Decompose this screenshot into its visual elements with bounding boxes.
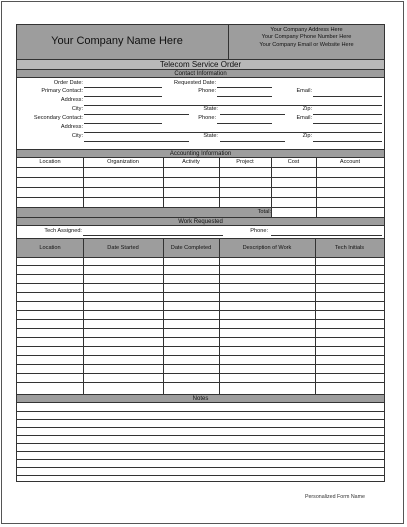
primary-city-field[interactable] bbox=[84, 114, 189, 115]
work-col-line bbox=[315, 238, 316, 394]
primary-contact-field[interactable] bbox=[84, 96, 162, 97]
work-table-header bbox=[17, 238, 384, 258]
notes-line bbox=[17, 411, 384, 412]
form-title: Telecom Service Order bbox=[17, 59, 384, 70]
work-col-date-completed: Date Completed bbox=[170, 245, 212, 251]
work-col-tech-initials: Tech Initials bbox=[334, 245, 365, 251]
secondary-phone-field[interactable] bbox=[217, 123, 272, 124]
primary-zip-field[interactable] bbox=[313, 114, 382, 115]
accounting-col-location: Location bbox=[39, 159, 61, 165]
tech-phone-label: Phone: bbox=[250, 228, 268, 234]
tech-assigned-field[interactable] bbox=[83, 235, 223, 236]
work-col-line bbox=[163, 238, 164, 394]
secondary-city-field[interactable] bbox=[84, 141, 189, 142]
tech-phone-field[interactable] bbox=[271, 235, 382, 236]
accounting-col-activity: Activity bbox=[182, 159, 200, 165]
accounting-row-line bbox=[17, 187, 384, 188]
notes-line bbox=[17, 451, 384, 452]
primary-zip-label: Zip: bbox=[302, 106, 312, 112]
secondary-contact-label: Secondary Contact: bbox=[33, 115, 83, 121]
work-row-line bbox=[17, 283, 384, 284]
form-page bbox=[1, 1, 404, 524]
work-row-line bbox=[17, 355, 384, 356]
primary-contact-label: Primary Contact: bbox=[41, 88, 83, 94]
company-name: Your Company Name Here bbox=[51, 35, 183, 47]
accounting-section-title: Accounting Information bbox=[17, 149, 384, 158]
secondary-zip-field[interactable] bbox=[313, 141, 382, 142]
secondary-phone-label: Phone: bbox=[198, 115, 216, 121]
company-phone: Your Company Phone Number Here bbox=[261, 34, 352, 41]
order-date-field[interactable] bbox=[84, 87, 162, 88]
company-address: Your Company Address Here bbox=[270, 27, 343, 33]
notes-line bbox=[17, 435, 384, 436]
total-row-shade bbox=[17, 208, 271, 217]
work-row-line bbox=[17, 310, 384, 311]
work-row-line bbox=[17, 265, 384, 266]
notes-section-title: Notes bbox=[17, 394, 384, 403]
work-col-line bbox=[83, 238, 84, 394]
primary-address-label: Address: bbox=[60, 97, 83, 103]
work-row-line bbox=[17, 382, 384, 383]
primary-state-field[interactable] bbox=[220, 114, 285, 115]
service-order-form bbox=[16, 24, 385, 482]
primary-phone-label: Phone: bbox=[198, 88, 216, 94]
primary-phone-field[interactable] bbox=[217, 96, 272, 97]
secondary-address-field[interactable] bbox=[84, 132, 382, 133]
total-label: Total: bbox=[257, 209, 271, 215]
work-row-line bbox=[17, 274, 384, 275]
work-row-line bbox=[17, 319, 384, 320]
primary-email-field[interactable] bbox=[313, 96, 382, 97]
primary-address-field[interactable] bbox=[84, 105, 382, 106]
company-info bbox=[229, 27, 384, 49]
accounting-row-line bbox=[17, 167, 384, 168]
work-row-line bbox=[17, 373, 384, 374]
accounting-col-line bbox=[83, 158, 84, 207]
accounting-col-cost: Cost bbox=[287, 159, 300, 165]
secondary-state-label: State: bbox=[203, 133, 218, 139]
order-date-label: Order Date: bbox=[53, 80, 83, 86]
accounting-col-organization: Organization bbox=[107, 159, 139, 165]
work-row-line bbox=[17, 346, 384, 347]
work-row-line bbox=[17, 301, 384, 302]
secondary-address-label: Address: bbox=[60, 124, 83, 130]
company-header bbox=[17, 25, 384, 60]
primary-state-label: State: bbox=[203, 106, 218, 112]
notes-line bbox=[17, 427, 384, 428]
work-row-line bbox=[17, 337, 384, 338]
requested-date-field[interactable] bbox=[217, 87, 272, 88]
total-cost-field[interactable] bbox=[272, 208, 316, 217]
work-col-line bbox=[219, 238, 220, 394]
requested-date-label: Requested Date: bbox=[174, 80, 216, 86]
work-col-location: Location bbox=[39, 245, 61, 251]
notes-line bbox=[17, 419, 384, 420]
accounting-col-project: Project bbox=[236, 159, 254, 165]
primary-email-label: Email: bbox=[296, 88, 312, 94]
form-footer: Personalized Form Name bbox=[304, 494, 365, 500]
accounting-col-line bbox=[219, 158, 220, 207]
secondary-city-label: City: bbox=[71, 133, 83, 139]
notes-line bbox=[17, 475, 384, 476]
notes-line bbox=[17, 459, 384, 460]
secondary-state-field[interactable] bbox=[220, 141, 285, 142]
secondary-contact-field[interactable] bbox=[84, 123, 162, 124]
work-section-title: Work Requested bbox=[17, 217, 384, 226]
work-row-line bbox=[17, 328, 384, 329]
accounting-col-line bbox=[316, 158, 317, 217]
secondary-email-field[interactable] bbox=[313, 123, 382, 124]
accounting-row-line bbox=[17, 197, 384, 198]
work-col-date-started: Date Started bbox=[107, 245, 139, 251]
tech-assigned-label: Tech Assigned: bbox=[44, 228, 82, 234]
secondary-zip-label: Zip: bbox=[302, 133, 312, 139]
accounting-row-line bbox=[17, 177, 384, 178]
accounting-col-line bbox=[163, 158, 164, 207]
work-col-description: Description of Work bbox=[242, 245, 292, 251]
primary-city-label: City: bbox=[71, 106, 83, 112]
notes-line bbox=[17, 443, 384, 444]
secondary-email-label: Email: bbox=[296, 115, 312, 121]
accounting-col-account: Account bbox=[339, 159, 361, 165]
work-row-line bbox=[17, 364, 384, 365]
company-email-web: Your Company Email or Website Here bbox=[259, 41, 354, 48]
work-row-line bbox=[17, 292, 384, 293]
notes-line bbox=[17, 467, 384, 468]
contact-section-title: Contact Information bbox=[17, 69, 384, 78]
